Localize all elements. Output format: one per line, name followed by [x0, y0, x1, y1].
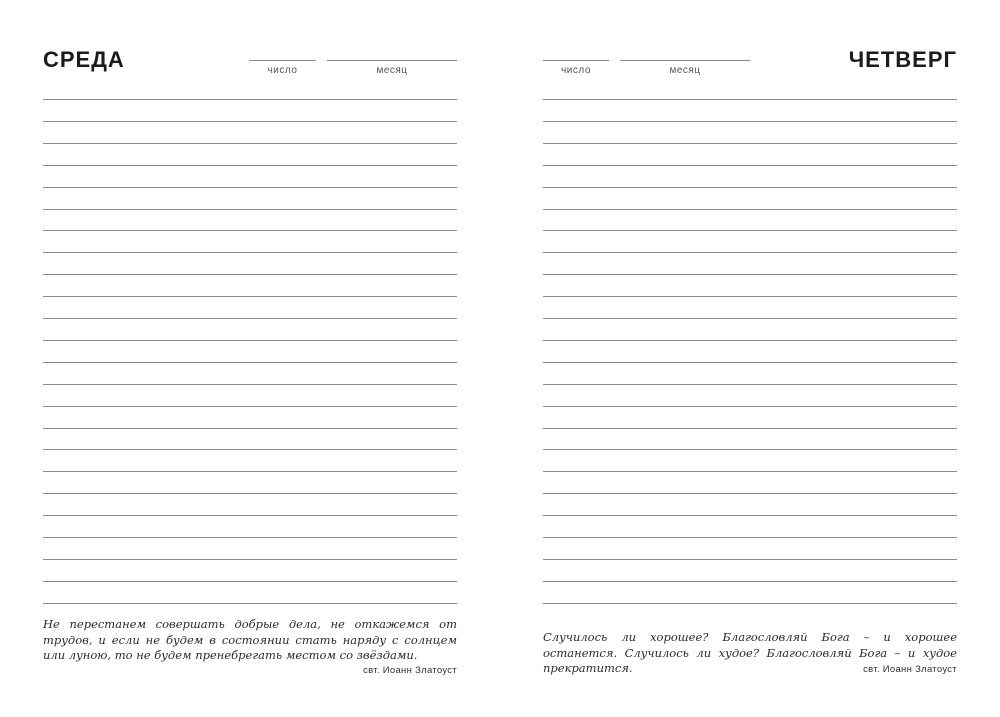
writing-line: [543, 230, 957, 231]
writing-line: [543, 471, 957, 472]
writing-line: [43, 603, 457, 604]
writing-line: [43, 515, 457, 516]
writing-line: [543, 274, 957, 275]
writing-line: [543, 537, 957, 538]
writing-line: [543, 121, 957, 122]
quote-text: Случилось ли хорошее? Благословляй Бога – и хорошее останется. Случилось ли худое? Благословляй Бога – и худое прекратится.: [543, 630, 957, 675]
writing-line: [543, 384, 957, 385]
wednesday-page: [43, 0, 457, 717]
writing-line: [43, 449, 457, 450]
thursday-page: [543, 0, 957, 717]
writing-line: [43, 340, 457, 341]
date-month-field[interactable]: [327, 60, 457, 75]
writing-line: [43, 143, 457, 144]
writing-line: [543, 252, 957, 253]
writing-line: [543, 428, 957, 429]
writing-line: [43, 537, 457, 538]
writing-line: [43, 99, 457, 100]
writing-line: [543, 296, 957, 297]
writing-line: [43, 581, 457, 582]
writing-line: [43, 428, 457, 429]
writing-line: [43, 362, 457, 363]
writing-line: [543, 318, 957, 319]
quote-author: свт. Иоанн Златоуст: [863, 664, 957, 675]
writing-line: [543, 99, 957, 100]
writing-line: [43, 187, 457, 188]
writing-line: [543, 362, 957, 363]
date-month-caption: месяц: [376, 65, 408, 76]
quote-author: свт. Иоанн Златоуст: [363, 665, 457, 676]
date-day-caption: число: [561, 65, 591, 76]
day-title-thursday: ЧЕТВЕРГ: [848, 47, 957, 72]
writing-line: [43, 406, 457, 407]
date-month-caption: месяц: [669, 65, 701, 76]
writing-line: [43, 559, 457, 560]
date-day-caption: число: [267, 65, 298, 76]
writing-line: [543, 449, 957, 450]
writing-line: [43, 296, 457, 297]
date-day-field[interactable]: [249, 60, 316, 75]
writing-line: [43, 384, 457, 385]
writing-line: [543, 165, 957, 166]
date-month-field[interactable]: [620, 60, 750, 75]
writing-line: [43, 209, 457, 210]
quote-text: Не перестанем совершать добрые дела, не откажемся от трудов, и если не будем в состоянии стать наряду с солнцем или луною, то не будем пренебрегать местом со звёздами.: [43, 617, 457, 662]
writing-line: [543, 187, 957, 188]
date-day-field[interactable]: [543, 60, 609, 75]
writing-line: [543, 603, 957, 604]
writing-line: [43, 121, 457, 122]
writing-line: [43, 493, 457, 494]
writing-line: [43, 252, 457, 253]
writing-line: [43, 230, 457, 231]
day-title-wednesday: СРЕДА: [43, 47, 125, 72]
writing-line: [43, 274, 457, 275]
writing-line: [543, 581, 957, 582]
writing-line: [543, 406, 957, 407]
writing-line: [543, 209, 957, 210]
writing-lines[interactable]: [43, 99, 457, 607]
writing-line: [43, 471, 457, 472]
writing-line: [543, 559, 957, 560]
writing-line: [43, 318, 457, 319]
writing-line: [543, 143, 957, 144]
writing-line: [543, 493, 957, 494]
writing-line: [43, 165, 457, 166]
writing-line: [543, 515, 957, 516]
writing-line: [543, 340, 957, 341]
writing-lines[interactable]: [543, 99, 957, 607]
